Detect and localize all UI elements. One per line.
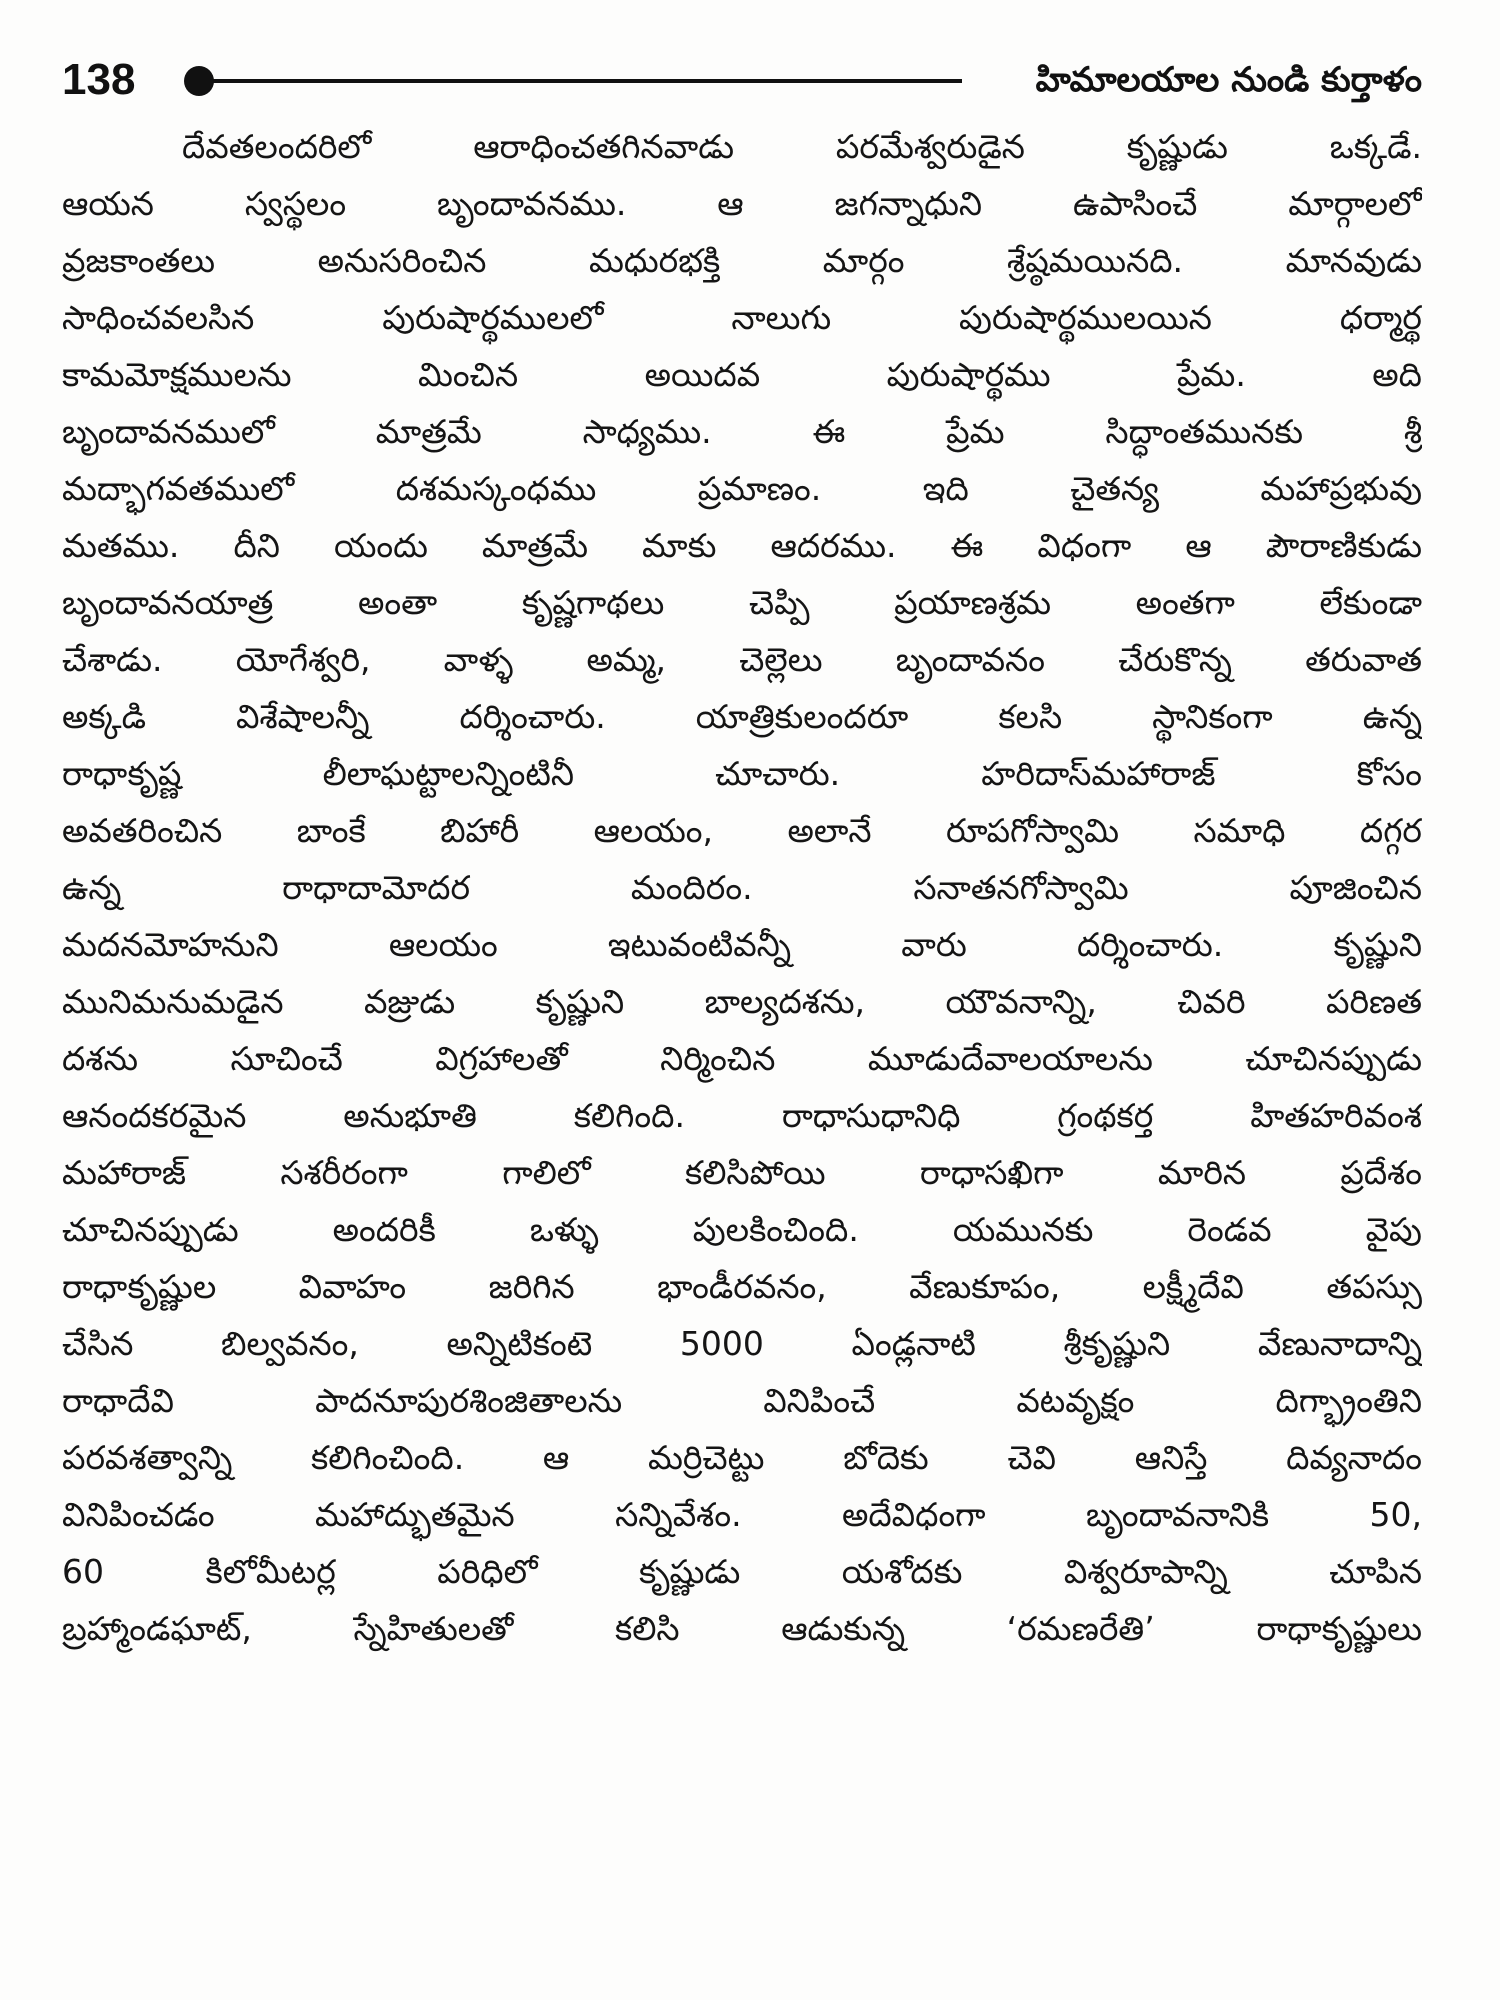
- text-line: మహారాజ్ సశరీరంగా గాలిలో కలిసిపోయి రాధాసఖిగా మారిన ప్రదేశం: [62, 1153, 1422, 1192]
- text-line: సాధించవలసిన పురుషార్థములలో నాలుగు పురుషార్థములయిన ధర్మార్థ: [62, 298, 1422, 337]
- text-line: బృందావనయాత్ర అంతా కృష్ణగాథలు చెప్పి ప్రయాణశ్రమ అంతగా లేకుండా: [62, 583, 1422, 622]
- text-line: మదనమోహనుని ఆలయం ఇటువంటివన్నీ వారు దర్శించారు. కృష్ణుని: [62, 925, 1422, 964]
- text-line: చూచినప్పుడు అందరికీ ఒళ్ళు పులకించింది. యమునకు రెండవ వైపు: [62, 1210, 1422, 1249]
- running-title: హిమాలయాల నుండి కుర్తాళం: [1035, 60, 1422, 100]
- page-header: [62, 50, 1422, 110]
- text-line: రాధాకృష్ణుల వివాహం జరిగిన భాండీరవనం, వేణుకూపం, లక్ష్మీదేవి తపస్సు: [62, 1267, 1422, 1306]
- text-line: ఉన్న రాధాదామోదర మందిరం. సనాతనగోస్వామి పూజించిన: [62, 868, 1422, 907]
- text-line: 60 కిలోమీటర్ల పరిధిలో కృష్ణుడు యశోదకు విశ్వరూపాన్ని చూపిన: [62, 1552, 1422, 1591]
- text-line: ఆనందకరమైన అనుభూతి కలిగింది. రాధాసుధానిధి గ్రంథకర్త హితహరివంశ: [62, 1096, 1422, 1135]
- text-line: కామమోక్షములను మించిన అయిదవ పురుషార్థము ప్రేమ. అది: [62, 355, 1422, 394]
- text-line: చేశాడు. యోగేశ్వరి, వాళ్ళ అమ్మ, చెల్లెలు బృందావనం చేరుకొన్న తరువాత: [62, 640, 1422, 679]
- text-line: రాధాదేవి పాదనూపురశింజితాలను వినిపించే వటవృక్షం దిగ్భ్రాంతిని: [62, 1381, 1422, 1420]
- text-line: అవతరించిన బాంకే బిహారీ ఆలయం, అలానే రూపగోస్వామి సమాధి దగ్గర: [62, 811, 1422, 850]
- text-line: ఆయన స్వస్థలం బృందావనము. ఆ జగన్నాధుని ఉపాసించే మార్గాలలో: [62, 184, 1422, 223]
- text-line: పరవశత్వాన్ని కలిగించింది. ఆ మర్రిచెట్టు బోదెకు చెవి ఆనిస్తే దివ్యనాదం: [62, 1438, 1422, 1477]
- text-line: అక్కడి విశేషాలన్నీ దర్శించారు. యాత్రికులందరూ కలసి స్థానికంగా ఉన్న: [62, 697, 1422, 736]
- text-line: వ్రజకాంతలు అనుసరించిన మధురభక్తి మార్గం శ్రేష్ఠమయినది. మానవుడు: [62, 241, 1422, 280]
- text-line: బృందావనములో మాత్రమే సాధ్యము. ఈ ప్రేమ సిద్ధాంతమునకు శ్రీ: [62, 412, 1422, 451]
- text-line: దేవతలందరిలో ఆరాధించతగినవాడు పరమేశ్వరుడైన కృష్ణుడు ఒక్కడే.: [182, 127, 1422, 166]
- text-line: దశను సూచించే విగ్రహాలతో నిర్మించిన మూడుదేవాలయాలను చూచినప్పుడు: [62, 1039, 1422, 1078]
- body-paragraph: [62, 118, 1422, 1657]
- text-line: రాధాకృష్ణ లీలాఘట్టాలన్నింటినీ చూచారు. హరిదాస్‌మహారాజ్ కోసం: [62, 754, 1422, 793]
- text-line: మునిమనుమడైన వజ్రుడు కృష్ణుని బాల్యదశను, యౌవనాన్ని, చివరి పరిణత: [62, 982, 1422, 1021]
- text-line: చేసిన బిల్వవనం, అన్నిటికంటె 5000 ఏండ్లనాటి శ్రీకృష్ణుని వేణునాదాన్ని: [62, 1324, 1422, 1363]
- page-number: 138: [62, 55, 136, 104]
- text-line: బ్రహ్మాండఘాట్, స్నేహితులతో కలిసి ఆడుకున్న ‘రమణరేతి’ రాధాకృష్ణులు: [62, 1609, 1422, 1648]
- text-line: మతము. దీని యందు మాత్రమే మాకు ఆదరము. ఈ విధంగా ఆ పౌరాణికుడు: [62, 526, 1422, 565]
- text-line: వినిపించడం మహాద్భుతమైన సన్నివేశం. అదేవిధంగా బృందావనానికి 50,: [62, 1495, 1422, 1534]
- header-rule-line: [202, 79, 962, 83]
- text-line: మద్భాగవతములో దశమస్కంధము ప్రమాణం. ఇది చైతన్య మహాప్రభువు: [62, 469, 1422, 508]
